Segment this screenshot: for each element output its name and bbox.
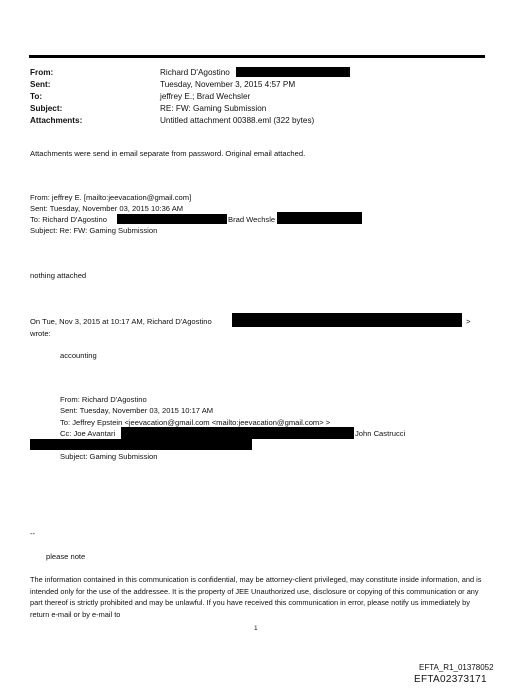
footer-id2: EFTA02373171 [414, 674, 487, 685]
quote-line1-suffix: > [466, 317, 471, 326]
header-rule [29, 55, 485, 58]
fwd1-to-name: Brad Wechsle [228, 215, 276, 224]
please-note: please note [46, 552, 86, 561]
subject-value: RE: FW: Gaming Submission [160, 104, 267, 113]
quote-line2: wrote: [30, 329, 51, 338]
fwd2-subject: Subject: Gaming Submission [60, 452, 158, 461]
redaction-box [121, 427, 354, 439]
attachments-value: Untitled attachment 00388.eml (322 bytes) [160, 116, 315, 125]
from-label: From: [30, 68, 54, 77]
sent-label: Sent: [30, 80, 51, 89]
body-line: Attachments were send in email separate from password. Original email attached. [30, 149, 306, 158]
fwd1-to: To: Richard D'Agostino [30, 215, 108, 224]
fwd2-cc: Cc: Joe Avantari [60, 429, 116, 438]
redaction-box [232, 313, 462, 327]
redaction-box [277, 212, 362, 224]
redaction-box [117, 214, 227, 224]
disclaimer: The information contained in this communication is confidential, may be attorney-client privileged, may constitute inside information, and is intended only for the use of the addressee. It is the property of JEE Unauthorized use, disclosure or copying of this communication or any part thereof is strictly prohibited and may be unlawful. If you have received this communication in error, please notify us immediately by return e-mail or by e-mail to [30, 575, 482, 619]
sent-value: Tuesday, November 3, 2015 4:57 PM [160, 80, 296, 89]
fwd2-sent: Sent: Tuesday, November 03, 2015 10:17 AM [60, 406, 214, 415]
accounting-text: accounting [60, 351, 97, 360]
redaction-box [236, 67, 350, 77]
nothing-attached: nothing attached [30, 271, 87, 280]
attachments-label: Attachments: [30, 116, 83, 125]
fwd1-subject: Subject: Re: FW: Gaming Submission [30, 226, 158, 235]
to-label: To: [30, 92, 43, 101]
footer-id1: EFTA_R1_01378052 [419, 663, 494, 672]
dash-separator: -- [30, 529, 36, 538]
fwd2-cc-name: John Castrucci [355, 429, 406, 438]
fwd1-sent: Sent: Tuesday, November 03, 2015 10:36 AM [30, 204, 184, 213]
quote-line1: On Tue, Nov 3, 2015 at 10:17 AM, Richard D'Agostino [30, 317, 212, 326]
fwd1-from: From: jeffrey E. [mailto:jeevacation@gmail.com] [30, 193, 192, 202]
to-value: jeffrey E.; Brad Wechsler [160, 92, 251, 101]
page-number: 1 [254, 625, 258, 632]
subject-label: Subject: [30, 104, 63, 113]
fwd2-to: To: Jeffrey Epstein <jeevacation@gmail.com <mailto:jeevacation@gmail.com> > [60, 418, 331, 427]
fwd2-from: From: Richard D'Agostino [60, 395, 147, 404]
from-value: Richard D'Agostino [160, 68, 230, 77]
redaction-box [30, 439, 252, 450]
